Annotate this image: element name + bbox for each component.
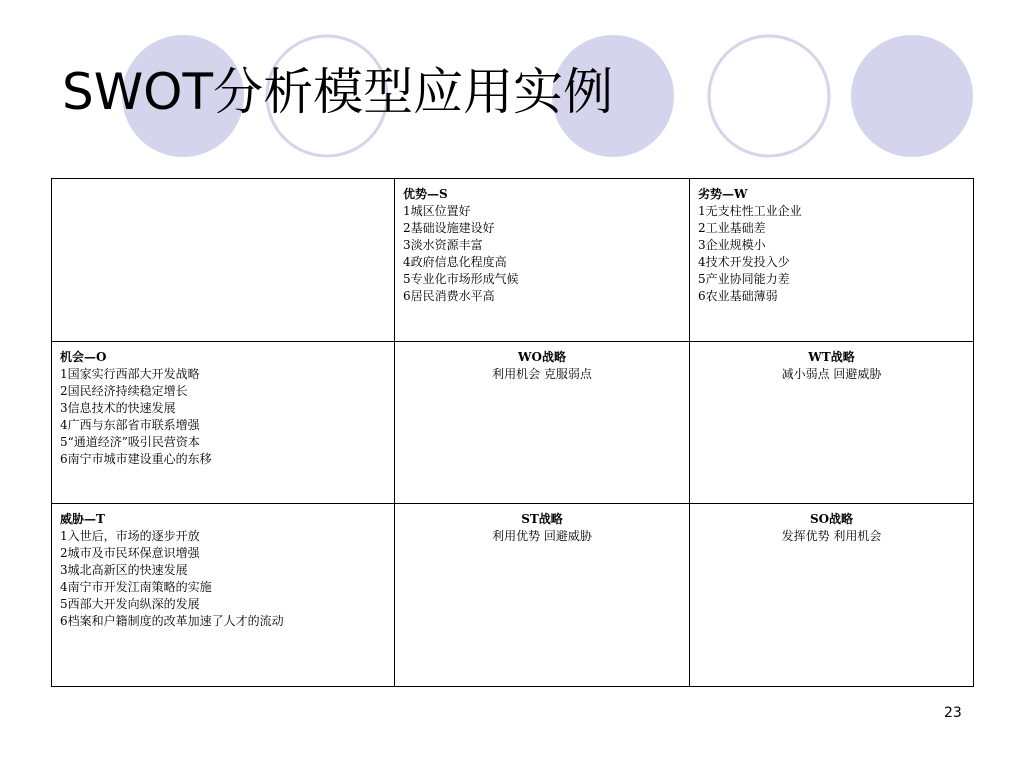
slide-title: SWOT分析模型应用实例 [62, 63, 614, 121]
wt-strategy-text: 减小弱点 回避威胁 [781, 367, 882, 381]
st-strategy-heading: ST战略 [521, 512, 563, 526]
table-row [52, 179, 974, 342]
wo-strategy-cell [395, 342, 690, 504]
opportunities-cell [52, 342, 395, 504]
opportunity-item: 4广西与东部省市联系增强 [60, 418, 200, 432]
table-row [52, 504, 974, 687]
outline-circle [709, 36, 829, 156]
strength-item: 4政府信息化程度高 [403, 255, 507, 269]
weakness-item: 6农业基础薄弱 [698, 289, 778, 303]
filled-circle [851, 35, 973, 157]
strengths-cell [395, 179, 690, 342]
threat-item: 4南宁市开发江南策略的实施 [60, 580, 212, 594]
weakness-item: 4技术开发投入少 [698, 255, 790, 269]
threat-item: 3城北高新区的快速发展 [60, 563, 188, 577]
strengths-heading: 优势—S [403, 187, 448, 201]
so-strategy-cell [690, 504, 974, 687]
weaknesses-cell [690, 179, 974, 342]
opportunity-item: 3信息技术的快速发展 [60, 401, 176, 415]
strength-item: 2基础设施建设好 [403, 221, 495, 235]
strength-item: 3淡水资源丰富 [403, 238, 483, 252]
opportunity-item: 2国民经济持续稳定增长 [60, 384, 188, 398]
weakness-item: 2工业基础差 [698, 221, 766, 235]
opportunities-heading: 机会—O [60, 350, 107, 364]
so-strategy-heading: SO战略 [809, 512, 854, 526]
weakness-item: 3企业规模小 [698, 238, 766, 252]
threat-item: 5西部大开发向纵深的发展 [60, 597, 200, 611]
strength-item: 6居民消费水平高 [403, 289, 495, 303]
strength-item: 1城区位置好 [403, 204, 471, 218]
empty-corner-cell [52, 179, 395, 342]
opportunity-item: 6南宁市城市建设重心的东移 [60, 452, 212, 466]
weaknesses-heading: 劣势—W [698, 187, 748, 201]
threats-cell [52, 504, 395, 687]
wo-strategy-heading: WO战略 [518, 350, 566, 364]
threats-heading: 威胁—T [60, 512, 105, 526]
threat-item: 1入世后，市场的逐步开放 [60, 529, 200, 543]
table-row [52, 342, 974, 504]
wt-strategy-heading: WT战略 [808, 350, 855, 364]
wo-strategy-text: 利用机会 克服弱点 [492, 367, 592, 381]
weakness-item: 1无支柱性工业企业 [698, 204, 802, 218]
st-strategy-cell [395, 504, 690, 687]
weakness-item: 5产业协同能力差 [698, 272, 790, 286]
opportunity-item: 1国家实行西部大开发战略 [60, 367, 200, 381]
threat-item: 6档案和户籍制度的改革加速了人才的流动 [60, 614, 284, 628]
so-strategy-text: 发挥优势 利用机会 [781, 529, 882, 543]
opportunity-item: 5“通道经济”吸引民营资本 [60, 435, 200, 449]
page-number: 23 [944, 705, 962, 721]
strength-item: 5专业化市场形成气候 [403, 272, 519, 286]
st-strategy-text: 利用优势 回避威胁 [492, 529, 592, 543]
swot-matrix [51, 178, 974, 687]
threat-item: 2城市及市民环保意识增强 [60, 546, 200, 560]
wt-strategy-cell [690, 342, 974, 504]
